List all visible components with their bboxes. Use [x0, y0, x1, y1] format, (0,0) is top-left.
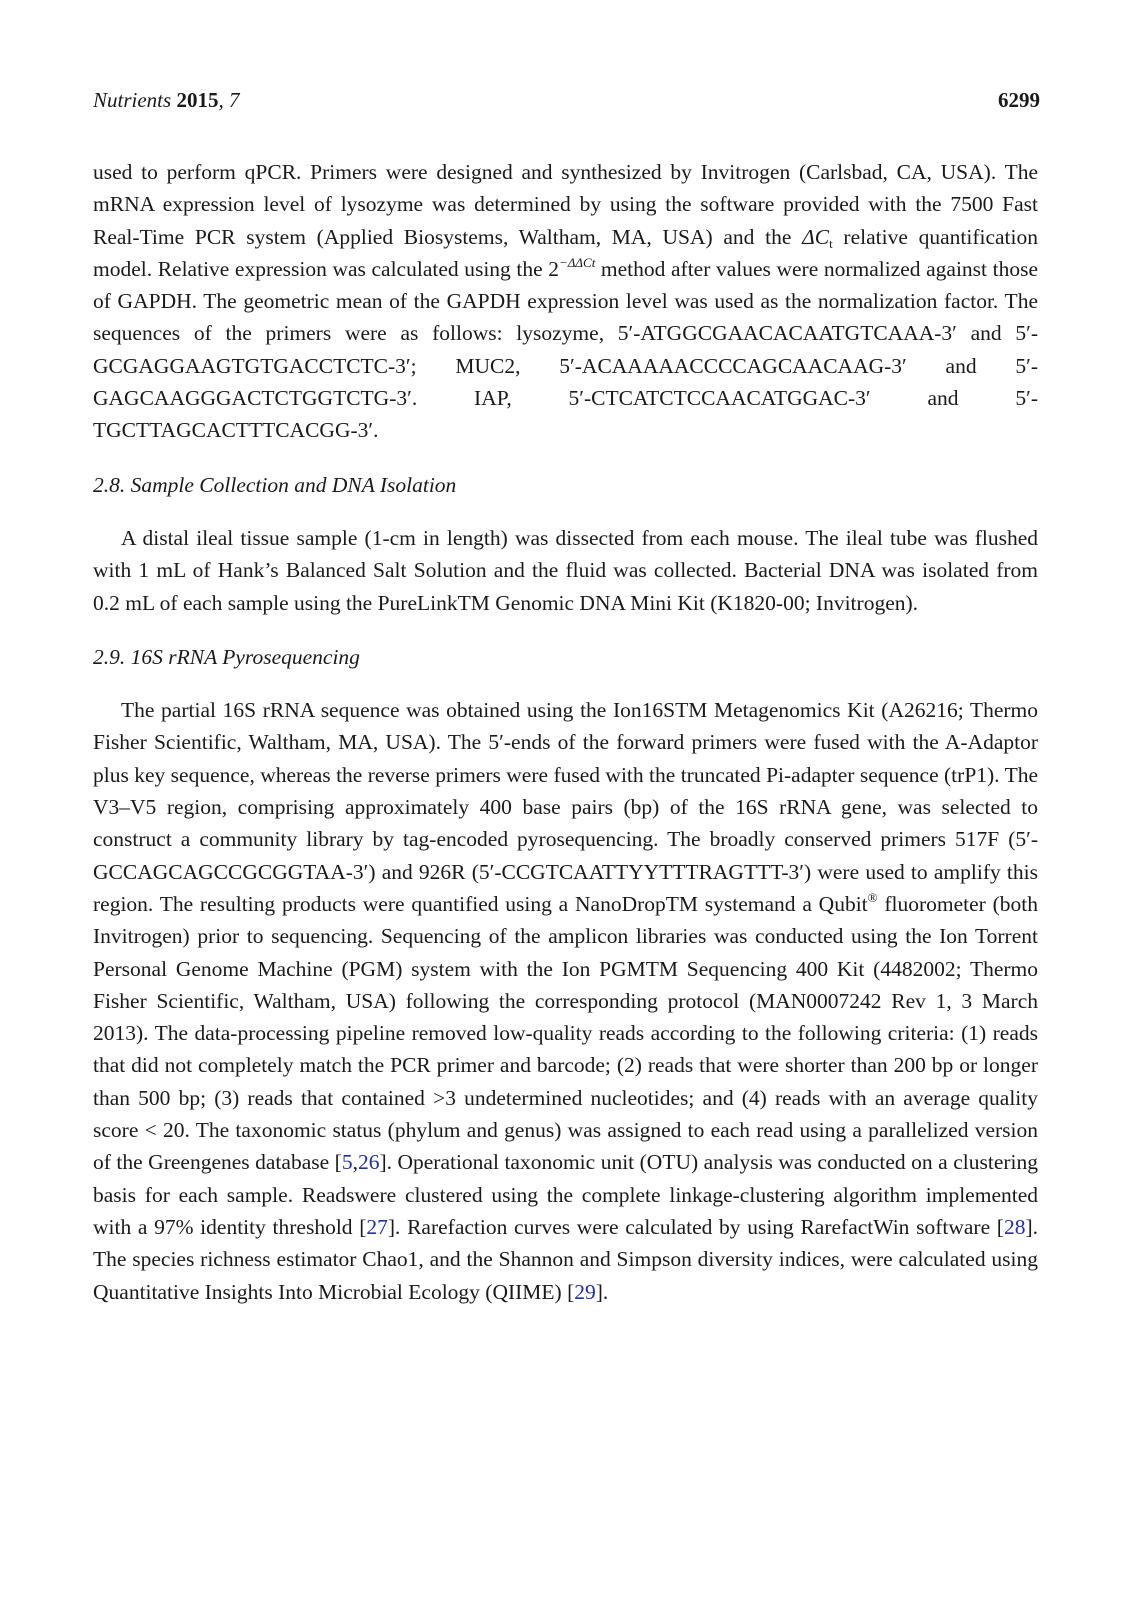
section-heading-2-9: 2.9. 16S rRNA Pyrosequencing	[93, 644, 360, 669]
delta-ct-subscript: t	[829, 235, 833, 251]
registered-mark: ®	[867, 889, 878, 905]
delta-delta-ct-exponent: −ΔΔCt	[559, 254, 596, 270]
citation-link-5[interactable]: 5	[341, 1150, 353, 1175]
body-text	[93, 156, 1038, 1308]
running-header	[93, 88, 1040, 113]
page-number: 6299	[998, 88, 1040, 112]
paragraph-pyrosequencing: The partial 16S rRNA sequence was obtained using the Ion16STM Metagenomics Kit (A26216; Thermo Fisher Scientific, Waltham, MA, USA). The 5′-ends of the forward primers were fused with the A-Adaptor plus key sequence, whereas the reverse primers were fused with the truncated Pi-adapter sequence (trP1). The V3–V5 region, comprising approximately 400 base pairs (bp) of the 16S rRNA gene, was selected to construct a community library by tag-encoded pyrosequencing. The broadly conserved primers 517F (5′-GCCAGCAGCCGCGGTAA-3′) and 926R (5′-CCGTCAATTYYTTTRAGTTT-3′) were used to amplify this region. The resulting products were quantified using a NanoDropTM systemand a Qubit® fluorometer (both Invitrogen) prior to sequencing. Sequencing of the amplicon libraries was conducted using the Ion Torrent Personal Genome Machine (PGM) system with the Ion PGMTM Sequencing 400 Kit (4482002; Thermo Fisher Scientific, Waltham, USA) following the corresponding protocol (MAN0007242 Rev 1, 3 March 2013). The data-processing pipeline removed low-quality reads according to the following criteria: (1) reads that did not completely match the PCR primer and barcode; (2) reads that were shorter than 200 bp or longer than 500 bp; (3) reads that contained >3 undetermined nucleotides; and (4) reads with an average quality score < 20. The taxonomic status (phylum and genus) was assigned to each read using a parallelized version of the Greengenes database [5,26]. Operational taxonomic unit (OTU) analysis was conducted on a clustering basis for each sample. Readswere clustered using the complete linkage-clustering algorithm implemented with a 97% identity threshold [27]. Rarefaction curves were calculated by using RarefactWin software [28]. The species richness estimator Chao1, and the Shannon and Simpson diversity indices, were calculated using Quantitative Insights Into Microbial Ecology (QIIME) [29].	[93, 698, 1038, 1304]
journal-year: 2015	[176, 88, 219, 112]
paragraph-qpcr: used to perform qPCR. Primers were designed and synthesized by Invitrogen (Carlsbad, CA, USA). The mRNA expression level of lysozyme was determined by using the software provided with the 7500 Fast Real-Time PCR system (Applied Biosystems, Waltham, MA, USA) and the $\Delta C_t$ relative quantification model. Relative expression was calculated using the $2^{-\Delta\Delta Ct}$ method after values were normalized against those of GAPDH. The geometric mean of the GAPDH expression level was used as the normalization factor. The sequences of the primers were as follows: lysozyme, 5′-ATGGCGAACACAATGTCAAA-3′ and 5′-GCGAGGAAGTGTGACCTCTC-3′; MUC2, 5′-ACAAAAACCCCAGCAACAAG-3′ and 5′-GAGCAAGGGACTCTGGTCTG-3′. IAP, 5′-CTCATCTCCAACATGGAC-3′ and 5′-TGCTTAGCACTTTCACGG-3′.	[93, 160, 1038, 443]
citation-link-29[interactable]: 29	[574, 1279, 596, 1304]
citation-link-27[interactable]: 27	[366, 1214, 388, 1239]
paragraph-sample-collection: A distal ileal tissue sample (1-cm in length) was dissected from each mouse. The ileal tube was flushed with 1 mL of Hank’s Balanced Salt Solution and the fluid was collected. Bacterial DNA was isolated from 0.2 mL of each sample using the PureLinkTM Genomic DNA Mini Kit (K1820-00; Invitrogen).	[93, 525, 1038, 615]
delta-ct-symbol: ΔC	[802, 224, 830, 249]
journal-name: Nutrients	[93, 88, 172, 112]
journal-citation: Nutrients 2015, 7	[93, 88, 240, 112]
journal-volume: 7	[228, 88, 240, 112]
section-heading-2-8: 2.8. Sample Collection and DNA Isolation	[93, 472, 457, 497]
citation-link-28[interactable]: 28	[1003, 1214, 1026, 1239]
citation-link-26[interactable]: 26	[357, 1150, 380, 1175]
